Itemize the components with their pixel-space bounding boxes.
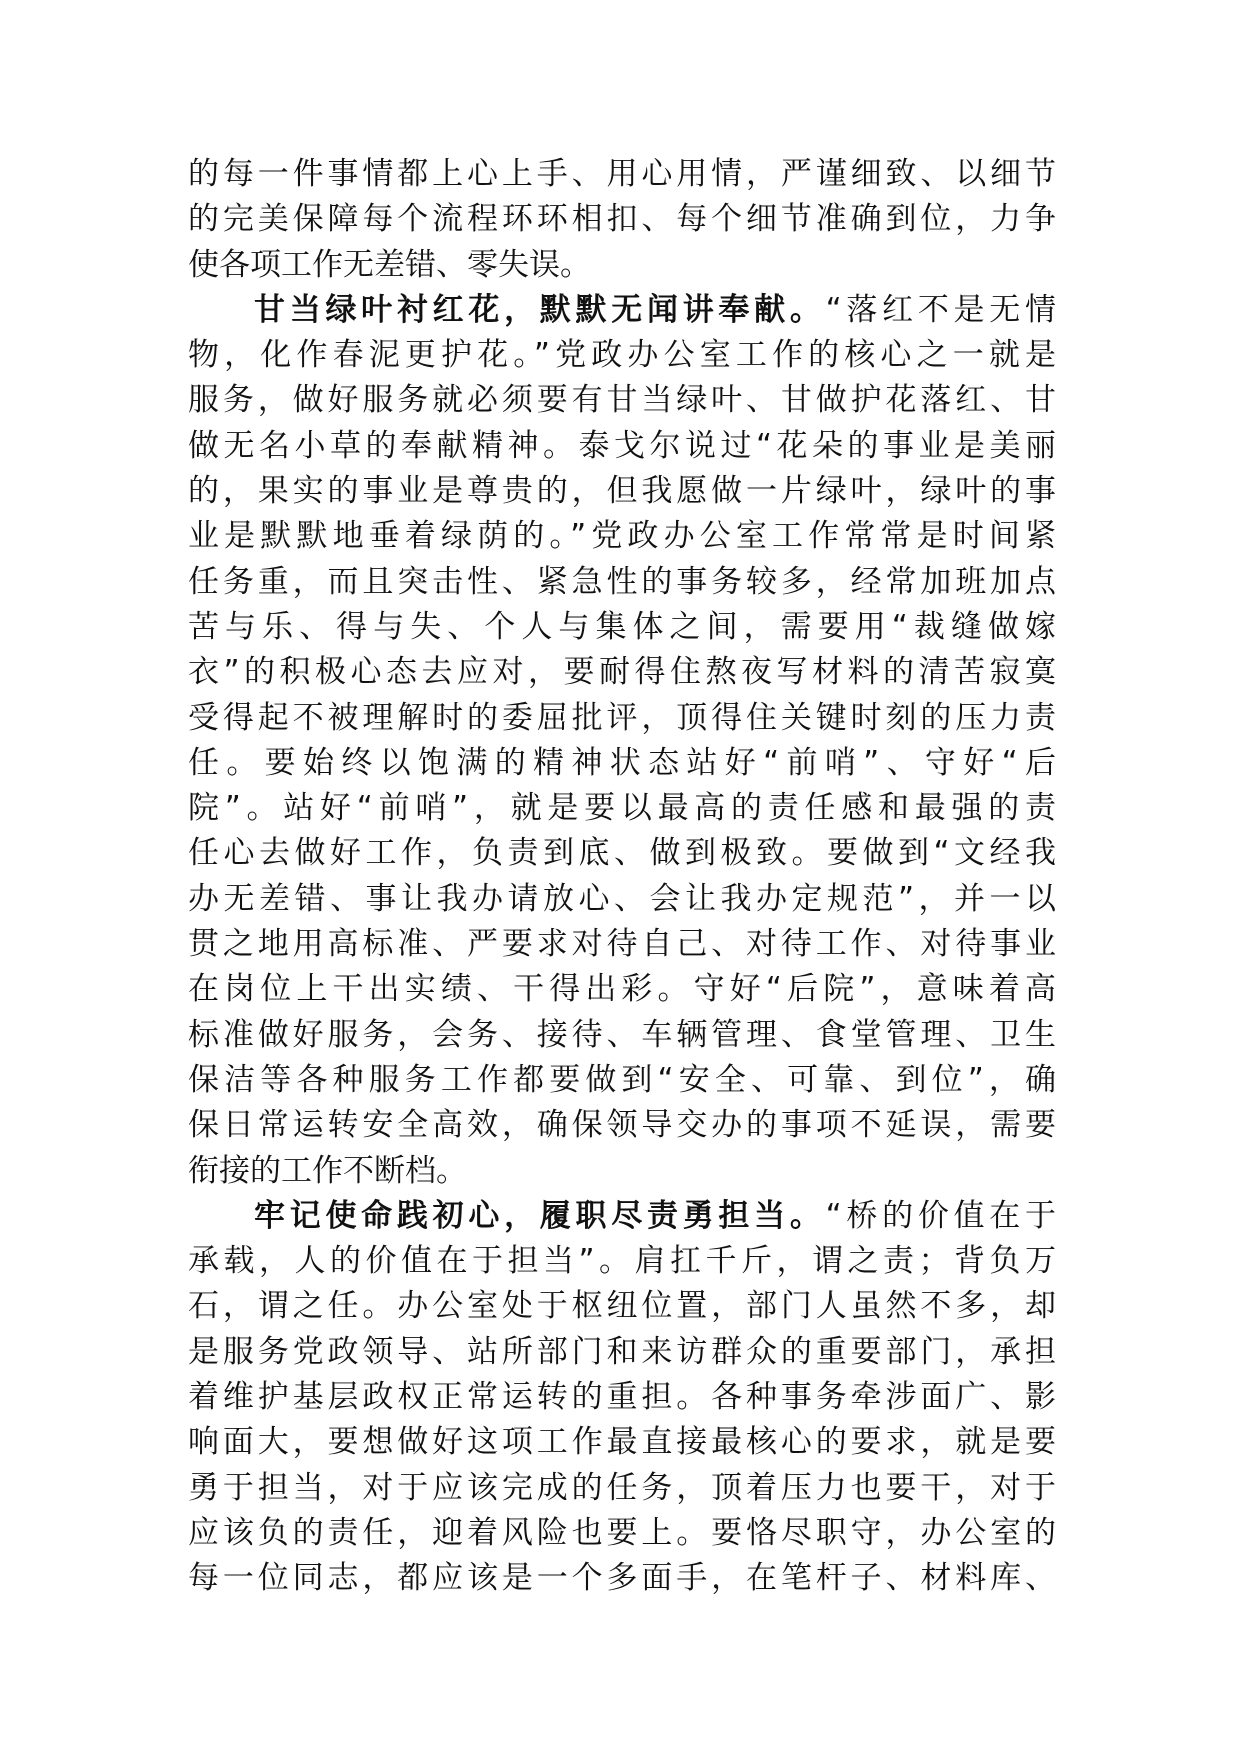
text-line: 保洁等各种服务工作都要做到“安全、可靠、到位”，确 [188,1061,1056,1098]
text-line: 贯之地用高标准、严要求对待自己、对待工作、对待事业 [188,926,1056,963]
paragraph-first-line [188,288,1056,333]
text-line: 承载，人的价值在于担当”。肩扛千斤，谓之责；背负万 [188,1243,1056,1280]
text-line: 衣”的积极心态去应对，要耐得住熬夜写材料的清苦寂寞 [188,654,1056,691]
body-text [188,152,1056,1602]
text-line: 任心去做好工作，负责到底、做到极致。要做到“文经我 [188,835,1056,872]
text-line: 的，果实的事业是尊贵的，但我愿做一片绿叶，绿叶的事 [188,473,1056,510]
text-line: 业是默默地垂着绿荫的。”党政办公室工作常常是时间紧 [188,518,1056,555]
text-line: 衔接的工作不断档。 [188,1152,467,1189]
text-line: 苦与乐、得与失、个人与集体之间，需要用“裁缝做嫁 [188,608,1056,645]
paragraph-heading: 牢记使命践初心，履职尽责勇担当。 [254,1197,826,1234]
text-line: 在岗位上干出实绩、干得出彩。守好“后院”，意味着高 [188,971,1056,1008]
paragraph-heading: 甘当绿叶衬红花，默默无闻讲奉献。 [254,291,826,328]
paragraph-lead-text: “桥的价值在于 [825,1197,1056,1234]
paragraph-first-line [188,1194,1056,1239]
text-line: 的完美保障每个流程环环相扣、每个细节准确到位，力争 [188,201,1056,238]
text-line: 石，谓之任。办公室处于枢纽位置，部门人虽然不多，却 [188,1288,1056,1325]
text-line: 做无名小草的奉献精神。泰戈尔说过“花朵的事业是美丽 [188,427,1056,464]
text-line: 是服务党政领导、站所部门和来访群众的重要部门，承担 [188,1333,1056,1370]
text-line: 受得起不被理解时的委屈批评，顶得住关键时刻的压力责 [188,699,1056,736]
text-line: 任。要始终以饱满的精神状态站好“前哨”、守好“后 [188,744,1056,781]
paragraph-lead-text: “落红不是无情 [825,291,1056,328]
text-line: 每一位同志，都应该是一个多面手，在笔杆子、材料库、 [188,1560,1056,1597]
text-line: 响面大，要想做好这项工作最直接最核心的要求，就是要 [188,1424,1056,1461]
text-line: 应该负的责任，迎着风险也要上。要恪尽职守，办公室的 [188,1514,1056,1551]
text-line: 物，化作春泥更护花。”党政办公室工作的核心之一就是 [188,337,1056,374]
text-line: 保日常运转安全高效，确保领导交办的事项不延误，需要 [188,1107,1056,1144]
text-line: 院”。站好“前哨”，就是要以最高的责任感和最强的责 [188,790,1056,827]
text-line: 的每一件事情都上心上手、用心用情，严谨细致、以细节 [188,156,1056,192]
text-line: 任务重，而且突击性、紧急性的事务较多，经常加班加点 [188,563,1056,600]
text-line: 标准做好服务，会务、接待、车辆管理、食堂管理、卫生 [188,1016,1056,1053]
text-line: 勇于担当，对于应该完成的任务，顶着压力也要干，对于 [188,1469,1056,1506]
text-line: 服务，做好服务就必须要有甘当绿叶、甘做护花落红、甘 [188,382,1056,419]
text-line: 使各项工作无差错、零失误。 [188,246,591,283]
text-line: 办无差错、事让我办请放心、会让我办定规范”，并一以 [188,880,1056,917]
text-line: 着维护基层政权正常运转的重担。各种事务牵涉面广、影 [188,1379,1056,1416]
